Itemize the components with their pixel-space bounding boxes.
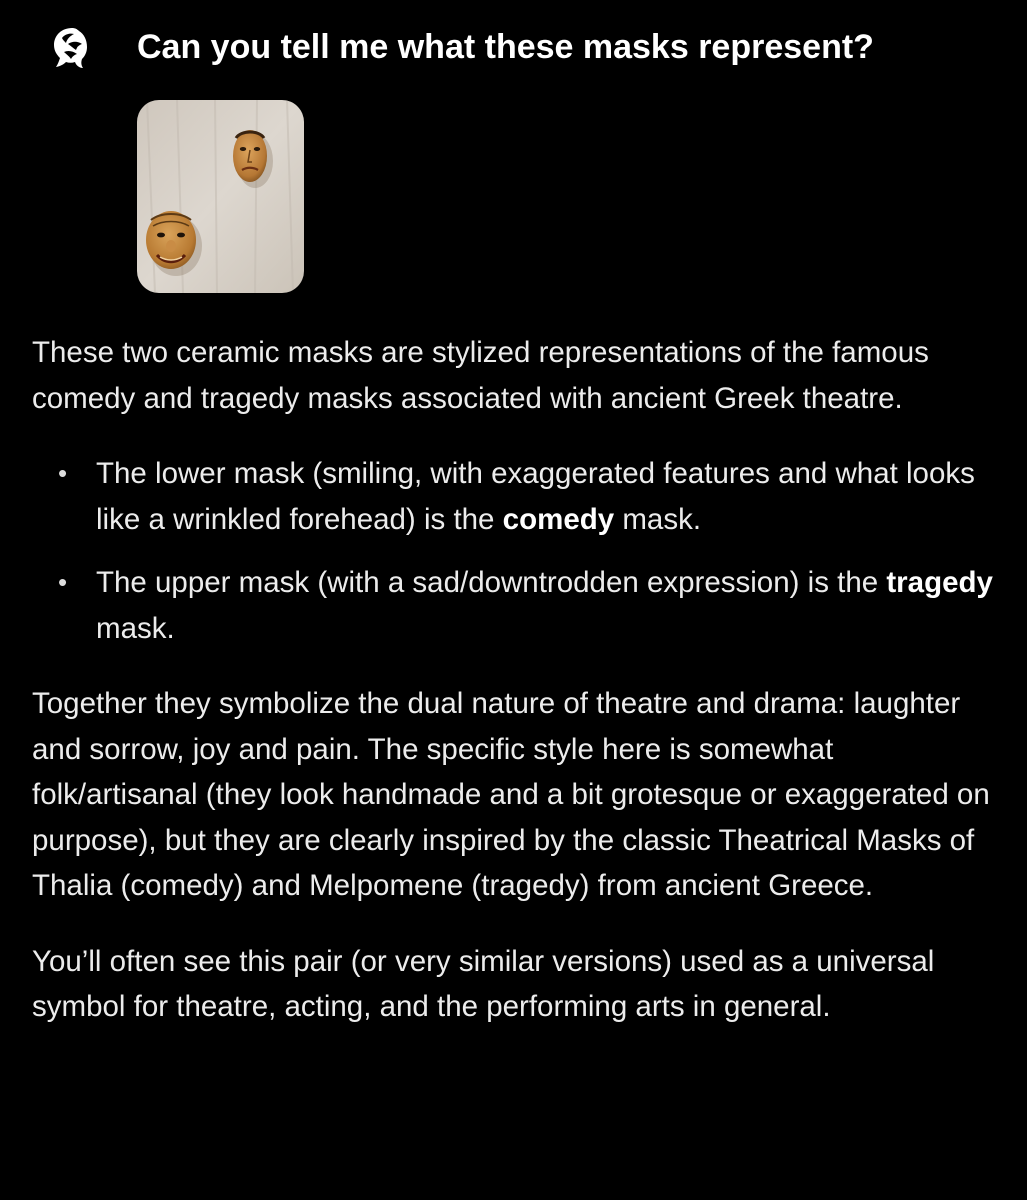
list-item (32, 451, 1007, 542)
answer-paragraph-symbolism: Together they symbolize the dual nature of theatre and drama: laughter and sorrow, joy and pain. The specific style here is somewhat folk/artisanal (they look handmade and a bit grotesque or exaggerated on purpose), but they are clearly inspired by the classic Theatrical Masks of Thalia (comedy) and Melpomene (tragedy) from ancient Greece. (32, 687, 990, 902)
answer-paragraph-usage: You’ll often see this pair (or very similar versions) used as a universal symbol for theatre, acting, and the performing arts in general. (32, 944, 935, 1023)
attached-photo-thumbnail[interactable] (137, 100, 304, 293)
bullet-marker: • (58, 567, 68, 597)
list-item (32, 560, 1007, 651)
photo-two-masks-icon (137, 100, 304, 293)
answer-bullet-list (32, 451, 1007, 651)
bullet-text-before: The upper mask (with a sad/downtrodden expression) is the (96, 566, 887, 599)
bullet-bold-term: tragedy (886, 566, 993, 599)
assistant-answer (32, 330, 1007, 1030)
bullet-bold-term: comedy (502, 502, 615, 536)
user-question-text: Can you tell me what these masks represent? (137, 28, 874, 66)
bullet-text-after: mask. (96, 611, 175, 645)
user-message-row (0, 0, 1027, 96)
bullet-text-after: mask. (614, 502, 702, 536)
lion-head-icon (50, 26, 90, 70)
bullet-marker: • (58, 458, 68, 488)
bullet-text-before: The lower mask (smiling, with exaggerated features and what looks like a wrinkled forehead) is the (96, 457, 975, 536)
answer-intro-paragraph: These two ceramic masks are stylized representations of the famous comedy and tragedy masks associated with ancient Greek theatre. (32, 336, 929, 415)
